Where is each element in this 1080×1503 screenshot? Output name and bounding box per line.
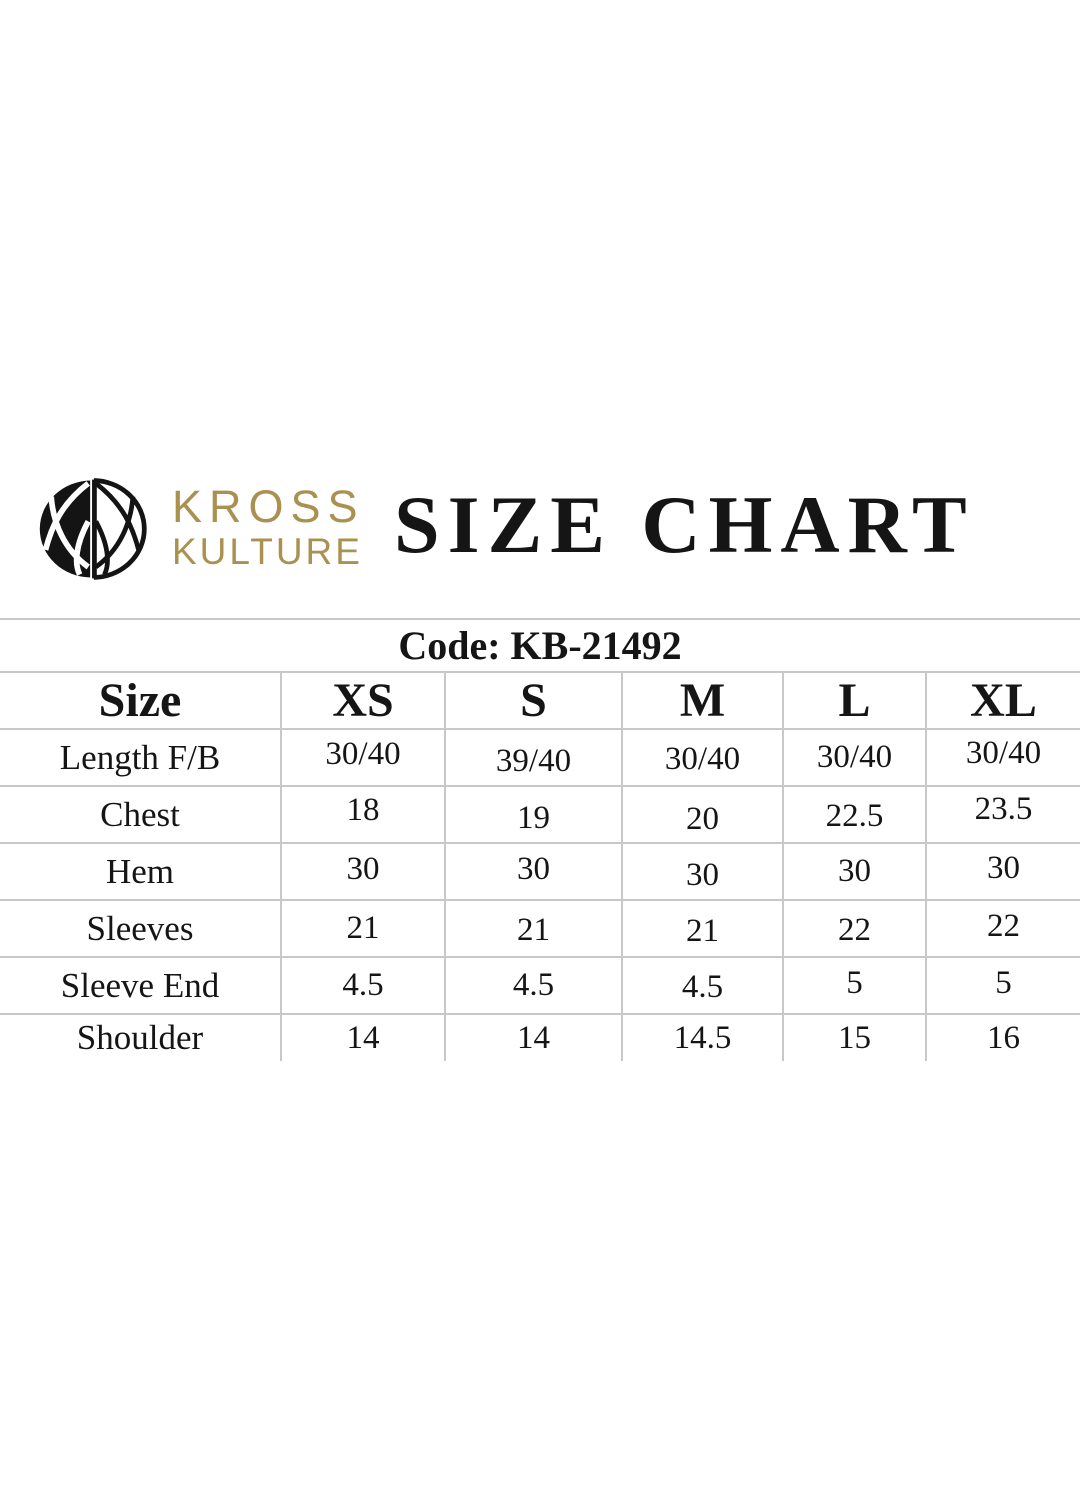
cell-hem-m: 30 (622, 847, 783, 904)
brand-name-line2: KULTURE (172, 531, 363, 572)
brand-block (36, 474, 365, 590)
cell-shoulder-m: 14.5 (622, 1014, 783, 1061)
row-label: Hem (0, 843, 281, 900)
cell-shoulder-xs: 14 (281, 1014, 445, 1061)
table-header-row (0, 672, 1080, 729)
column-header-xl: XL (926, 672, 1080, 729)
column-header-xs: XS (281, 672, 445, 729)
column-header-m: M (622, 672, 783, 729)
cell-shoulder-s: 14 (445, 1014, 622, 1061)
cell-chest-xs: 18 (281, 782, 445, 839)
table-row-hem (0, 843, 1080, 900)
row-label: Sleeve End (0, 957, 281, 1014)
cell-hem-s: 30 (445, 841, 622, 898)
cell-sleeves-l: 22 (783, 902, 926, 959)
table-row-chest (0, 786, 1080, 843)
cell-length-l: 30/40 (783, 729, 926, 786)
page-title: SIZE CHART (394, 479, 975, 570)
cell-shoulder-xl: 16 (926, 1014, 1080, 1061)
cell-sleeves-xs: 21 (281, 900, 445, 957)
cell-sleeves-s: 21 (445, 902, 622, 959)
cell-sleeves-xl: 22 (926, 898, 1080, 955)
row-label: Length F/B (0, 729, 281, 786)
cell-chest-s: 19 (445, 790, 622, 847)
cell-hem-xl: 30 (926, 840, 1080, 897)
cell-length-xl: 30/40 (926, 725, 1080, 782)
cell-sleeve-end-m: 4.5 (622, 959, 783, 1016)
cell-sleeve-end-xl: 5 (926, 955, 1080, 1012)
cell-chest-m: 20 (622, 791, 783, 848)
product-code: Code: KB-21492 (0, 619, 1080, 672)
brand-name-line1: KROSS (172, 481, 365, 532)
cell-chest-xl: 23.5 (926, 781, 1080, 838)
size-chart-table (0, 618, 1080, 1061)
cell-sleeve-end-s: 4.5 (445, 957, 622, 1014)
cell-hem-xs: 30 (281, 841, 445, 898)
cell-chest-l: 22.5 (783, 788, 926, 845)
cell-sleeves-m: 21 (622, 903, 783, 960)
kross-kulture-sphere-icon (36, 474, 150, 584)
cell-sleeve-end-xs: 4.5 (281, 957, 445, 1014)
column-header-l: L (783, 672, 926, 729)
row-label: Shoulder (0, 1014, 281, 1061)
cell-length-m: 30/40 (622, 731, 783, 788)
table-row-shoulder (0, 1014, 1080, 1061)
cell-sleeve-end-l: 5 (783, 955, 926, 1012)
column-header-size: Size (0, 672, 281, 729)
table-row-sleeve-end (0, 957, 1080, 1014)
column-header-s: S (445, 672, 622, 729)
brand-wordmark (172, 474, 365, 570)
cell-length-xs: 30/40 (281, 726, 445, 783)
cell-length-s: 39/40 (445, 733, 622, 790)
row-label: Chest (0, 786, 281, 843)
table-row-length (0, 729, 1080, 786)
table-row-sleeves (0, 900, 1080, 957)
cell-shoulder-l: 15 (783, 1014, 926, 1061)
cell-hem-l: 30 (783, 843, 926, 900)
row-label: Sleeves (0, 900, 281, 957)
product-code-row (0, 619, 1080, 672)
